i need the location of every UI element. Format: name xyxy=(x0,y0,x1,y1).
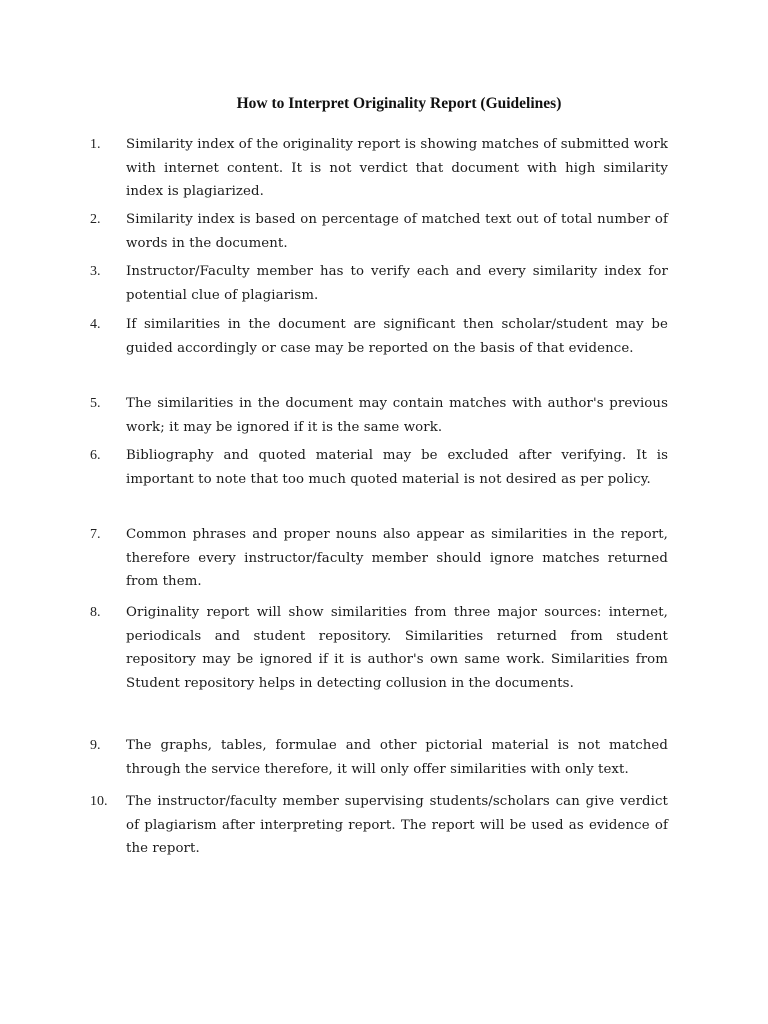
item-text: The instructor/faculty member supervising students/scholars can give verdict of plagiarism after interpreting report. The report will be used as evidence of the report. xyxy=(126,794,668,856)
item-number: 3. xyxy=(90,264,101,279)
item-number: 2. xyxy=(90,212,101,227)
item-text: Similarity index is based on percentage of matched text out of total number of words in the document. xyxy=(126,212,668,251)
item-text: The graphs, tables, formulae and other pictorial material is not matched through the service therefore, it will only offer similarities with only text. xyxy=(126,738,668,777)
item-text: If similarities in the document are significant then scholar/student may be guided accordingly or case may be reported on the basis of that evidence. xyxy=(126,317,668,356)
item-text: Common phrases and proper nouns also appear as similarities in the report, therefore every instructor/faculty member should ignore matches returned from them. xyxy=(126,527,668,589)
item-number: 5. xyxy=(90,396,101,411)
item-text: Bibliography and quoted material may be excluded after verifying. It is important to note that too much quoted material is not desired as per policy. xyxy=(126,448,668,487)
item-number: 10. xyxy=(90,794,108,809)
item-text: Instructor/Faculty member has to verify each and every similarity index for potential clue of plagiarism. xyxy=(126,264,668,303)
document-title: How to Interpret Originality Report (Guidelines) xyxy=(236,95,562,112)
item-number: 8. xyxy=(90,605,101,620)
item-number: 4. xyxy=(90,317,101,332)
item-number: 7. xyxy=(90,527,101,542)
item-text: The similarities in the document may contain matches with author's previous work; it may be ignored if it is the same work. xyxy=(126,396,668,435)
item-text: Similarity index of the originality report is showing matches of submitted work with internet content. It is not verdict that document with high similarity index is plagiarized. xyxy=(126,137,668,199)
item-number: 6. xyxy=(90,448,101,463)
item-number: 1. xyxy=(90,137,101,152)
item-number: 9. xyxy=(90,738,101,753)
item-text: Originality report will show similarities from three major sources: internet, periodicals and student repository. Similarities returned from student repository may be ignored if it is author's own same work. Similarities from Student repository helps in detecting collusion in the documents. xyxy=(126,605,668,691)
